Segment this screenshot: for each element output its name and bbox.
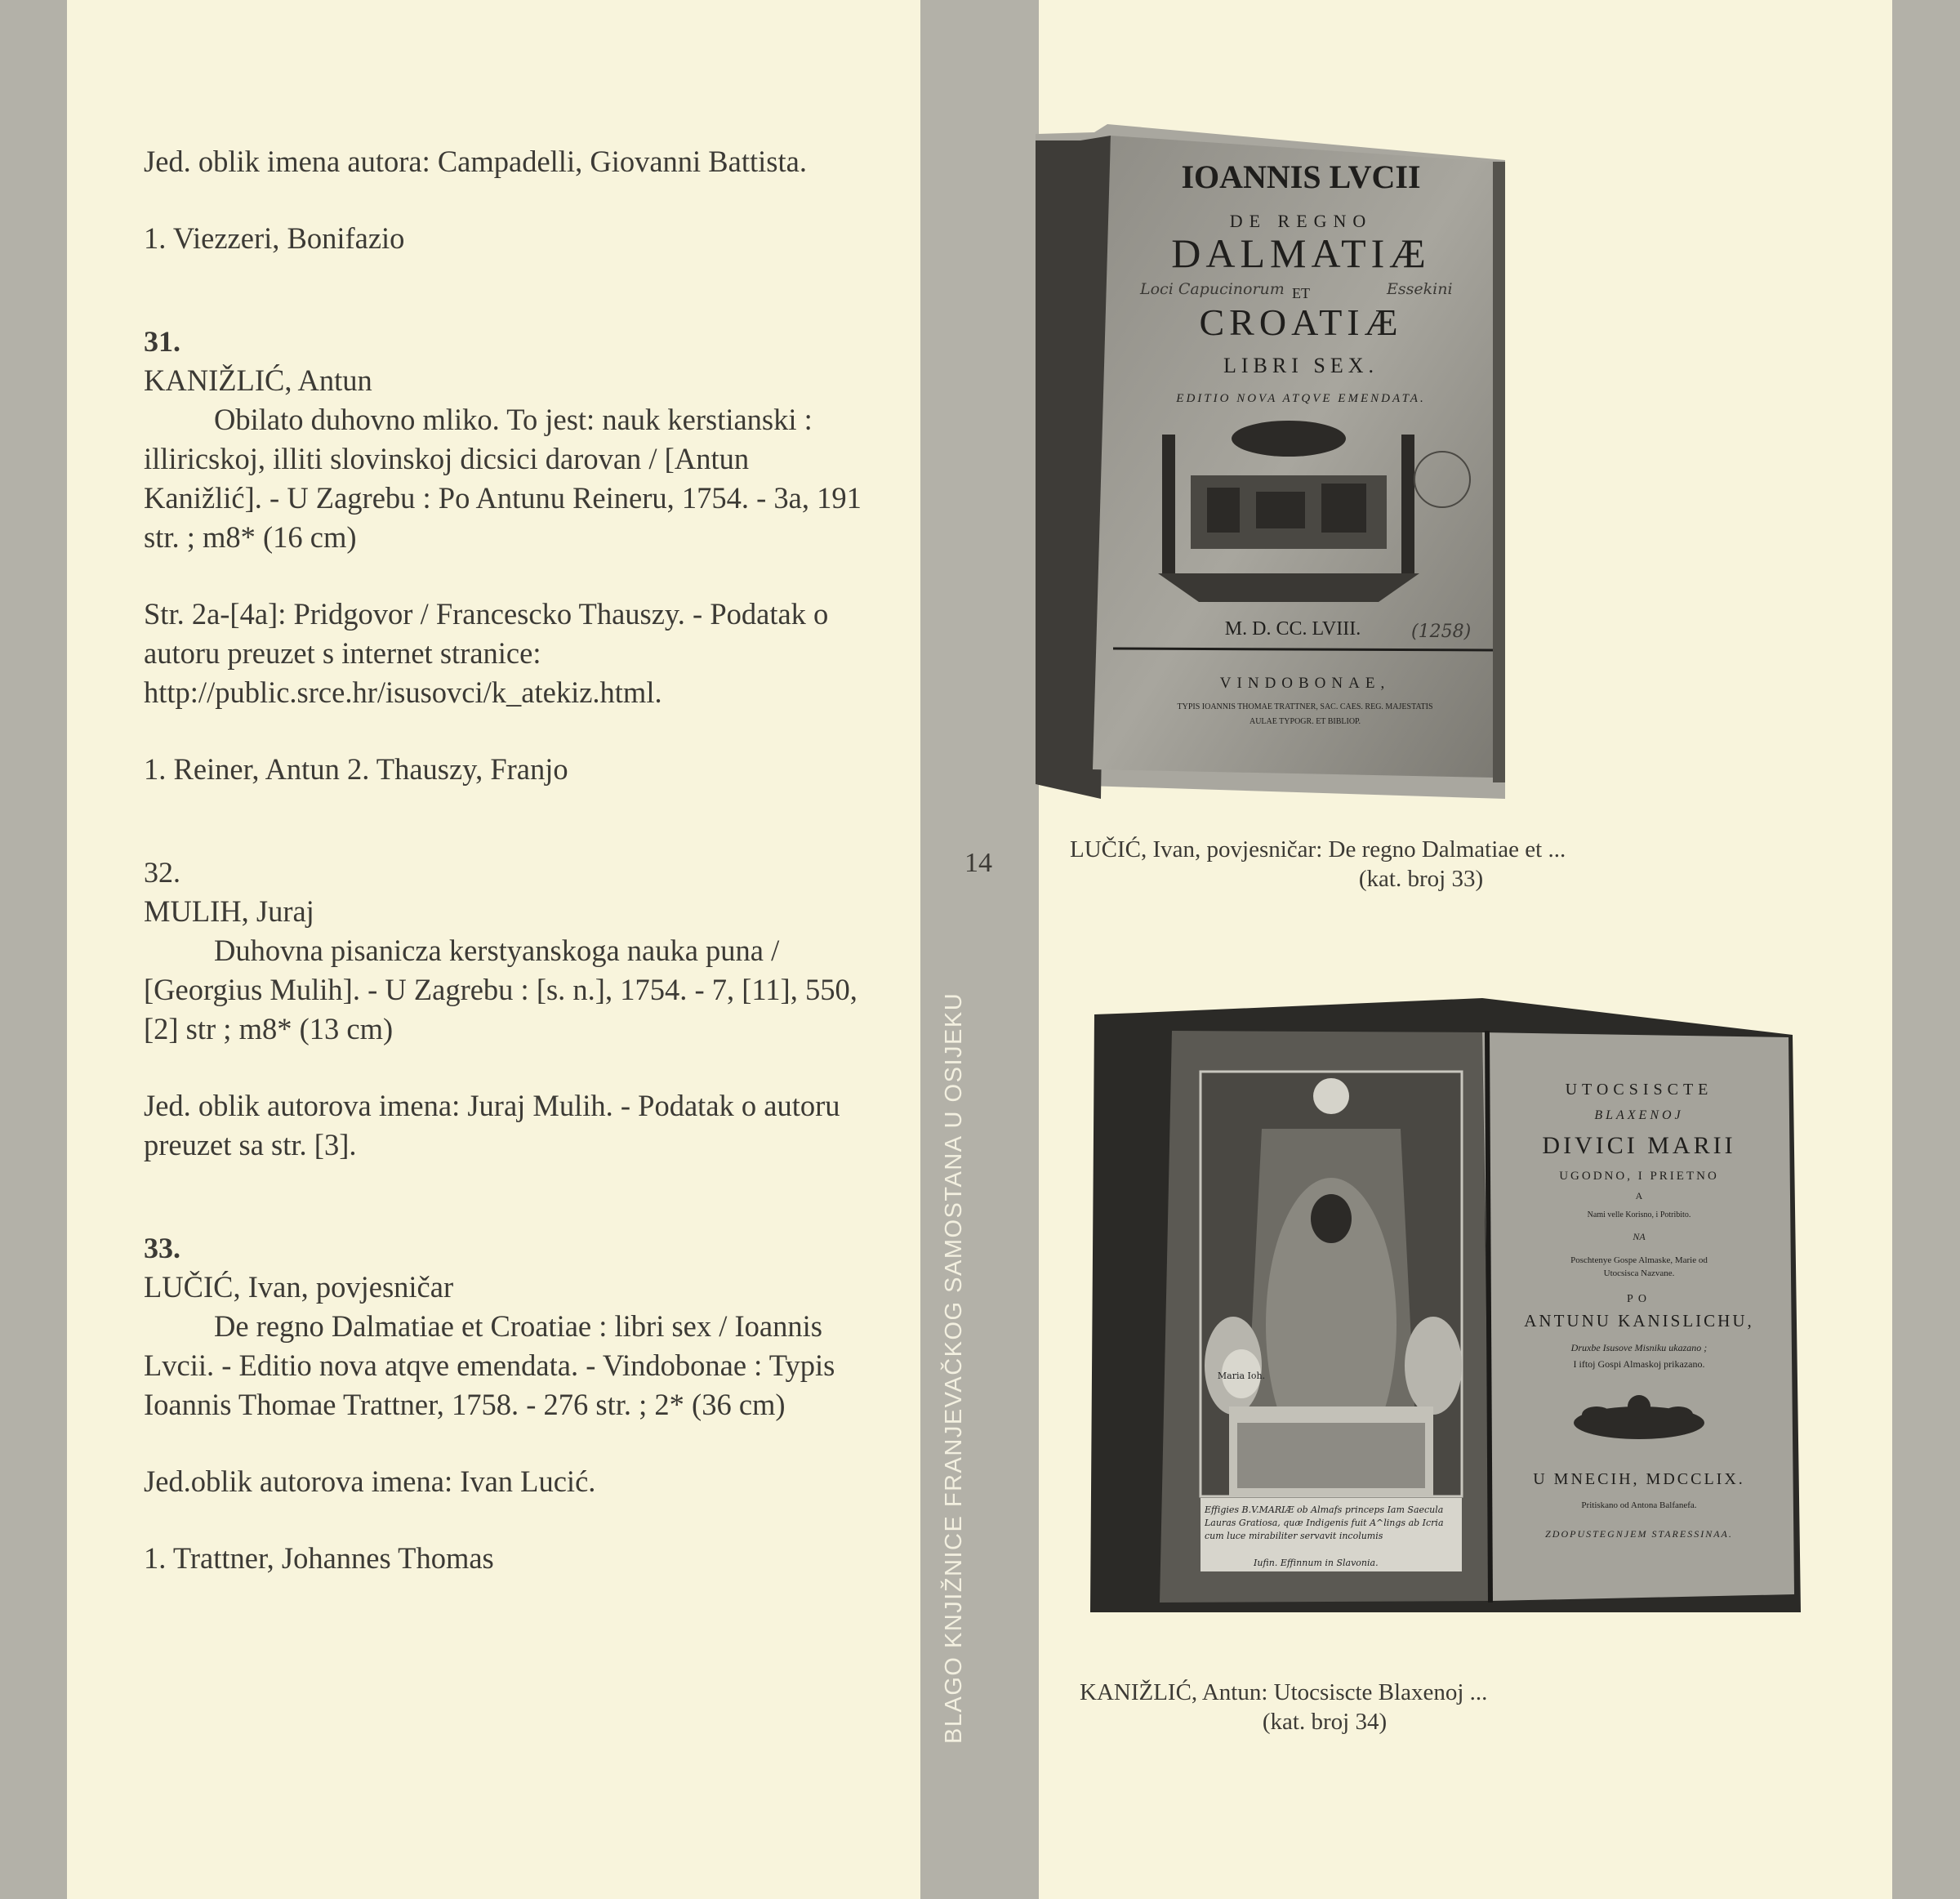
engraving-caption-line2: Lauras Gratiosa, quæ Indigenis fuit A^lings ab Icria [1205, 1518, 1444, 1528]
engraving-madonna [1200, 1072, 1462, 1571]
photo1-line-croatiae: CROATIÆ [1199, 301, 1403, 343]
photo1-line-libri: LIBRI SEX. [1223, 354, 1379, 377]
photo1-handwriting-number: (1258) [1411, 622, 1472, 642]
photo1-line-et: ET [1292, 285, 1310, 301]
catalog-entry-31 [144, 322, 862, 789]
photo2-line-iftoj: I iftoj Gospi Almaskoj prikazano. [1573, 1358, 1705, 1370]
caption-catalog-number: (kat. broj 34) [1262, 1709, 1388, 1735]
photo2-line-divici: DIVICI MARII [1542, 1132, 1736, 1159]
catalog-entry-32 [144, 853, 862, 1165]
intro-added-entry: 1. Viezzeri, Bonifazio [144, 221, 405, 255]
entry-note: Jed.oblik autorova imena: Ivan Lucić. [144, 1464, 596, 1498]
page-number: 14 [964, 848, 992, 878]
photo2-line-utocsiscte: UTOCSISCTE [1565, 1081, 1713, 1099]
entry-added: 1. Trattner, Johannes Thomas [144, 1541, 494, 1575]
photo2-line-na: NA [1633, 1231, 1646, 1242]
photo1-line-de-regno: DE REGNO [1229, 211, 1373, 231]
photo2-line-antunu: ANTUNU KANISLICHU, [1524, 1311, 1754, 1331]
caption-catalog-number: (kat. broj 33) [1358, 866, 1484, 892]
entry-added: 1. Reiner, Antun 2. Thauszy, Franjo [144, 752, 568, 786]
entry-heading: KANIŽLIĆ, Antun [144, 363, 372, 397]
photo1-line-vindobonae: VINDOBONAE, [1219, 675, 1391, 692]
photo-lucic-svg [1036, 124, 1505, 799]
entry-number: 31. [144, 325, 180, 358]
photo2-line-ugodno: UGODNO, I PRIETNO [1559, 1170, 1719, 1183]
caption-photo-kanizlic [1080, 1678, 1570, 1736]
entry-note: Str. 2a-[4a]: Pridgovor / Francescko Thauszy. - Podatak o autoru preuzet s internet stranice: http://public.srce.hr/isusovci/k_atekiz.html. [144, 597, 829, 709]
photo-kanizlic-svg [1090, 998, 1801, 1612]
photo2-line-umnecih: U MNECIH, MDCCLIX. [1533, 1470, 1745, 1488]
photo2-line-po: PO [1627, 1293, 1651, 1305]
entry-heading: LUČIĆ, Ivan, povjesničar [144, 1270, 454, 1304]
caption-title: KANIŽLIĆ, Antun: Utocsiscte Blaxenoj ... [1080, 1679, 1488, 1705]
photo1-line-author: IOANNIS LVCII [1181, 158, 1421, 195]
photo-kanizlic-open-book [1090, 998, 1801, 1612]
photo2-line-nami: Nami velle Korisno, i Potribito. [1587, 1210, 1691, 1219]
photo2-line-poschtenye: Poschtenye Gospe Almaske, Marie od [1570, 1255, 1708, 1265]
left-margin-band [0, 0, 67, 1899]
photo2-line-blaxenoj: BLAXENOJ [1594, 1108, 1684, 1122]
entry-number: 33. [144, 1232, 180, 1264]
entry-number: 32. [144, 856, 180, 889]
entry-description: De regno Dalmatiae et Croatiae : libri sex / Ioannis Lvcii. - Editio nova atqve emendata. - Vindobonae : Typis Ioannis Thomae Trattner, 1758. - 276 str. ; 2* (36 cm) [144, 1309, 835, 1421]
photo2-line-utocsisca: Utocsisca Nazvane. [1603, 1268, 1675, 1278]
caption-photo-lucic [1070, 835, 1923, 894]
photo1-line-dalmatiae: DALMATIÆ [1171, 230, 1431, 276]
photo2-line-zdopustegnjem: ZDOPUSTEGNJEM STARESSINAA. [1545, 1528, 1733, 1540]
photo1-handwriting-provenance: Loci Capucinorum [1140, 280, 1285, 298]
engraving-caption-line4: Iufin. Effinnum in Slavonia. [1254, 1558, 1379, 1568]
photo2-line-pritiskano: Pritiskano od Antona Balfanefa. [1581, 1500, 1697, 1510]
engraving-caption-line3: cum luce mirabiliter servavit incolumis [1205, 1531, 1383, 1541]
engraving-shield-text: Maria Ioh. [1217, 1371, 1266, 1381]
entry-description: Obilato duhovno mliko. To jest: nauk kerstianski : illiricskoj, illiti slovinskoj dicsici darovan / [Antun Kanižlić]. - U Zagrebu : Po Antunu Reineru, 1754. - 3a, 191 str. ; m8* (16 cm) [144, 403, 862, 554]
photo2-line-druxbe: Druxbe Isusove Misniku ukazano ; [1570, 1342, 1708, 1353]
catalog-text [144, 142, 862, 1616]
entry-heading: MULIH, Juraj [144, 894, 314, 928]
intro-author-form: Jed. oblik imena autora: Campadelli, Giovanni Battista. [144, 145, 807, 178]
photo1-line-date: M. D. CC. LVIII. [1224, 618, 1361, 640]
caption-title: LUČIĆ, Ivan, povjesničar: De regno Dalmatiae et ... [1070, 836, 1566, 863]
engraving-caption-line1: Effigies B.V.MARIÆ ob Almafs princeps Iam Saecula [1205, 1504, 1444, 1515]
entry-description: Duhovna pisanicza kerstyanskoga nauka puna / [Georgius Mulih]. - U Zagrebu : [s. n.], 1754. - 7, [11], 550, [2] str ; m8* (13 cm) [144, 934, 858, 1045]
photo1-line-typis: TYPIS IOANNIS THOMAE TRATTNER, SAC. CAES. REG. MAJESTATIS [1177, 702, 1433, 711]
photo1-line-aulae: AULAE TYPOGR. ET BIBLIOP. [1249, 717, 1361, 726]
entry-note: Jed. oblik autorova imena: Juraj Mulih. - Podatak o autoru preuzet sa str. [3]. [144, 1089, 840, 1161]
photo-lucic-title-page [1036, 124, 1505, 799]
spine-title: BLAGO KNJIŽNICE FRANJEVAČKOG SAMOSTANA U OSIJEKU [941, 992, 967, 1744]
photo1-line-editio: EDITIO NOVA ATQVE EMENDATA. [1176, 392, 1426, 405]
photo2-line-a: A [1635, 1190, 1643, 1201]
spine-band [920, 0, 1039, 1899]
photo1-handwriting-place: Essekini [1387, 280, 1453, 298]
rule-line [1113, 649, 1493, 650]
catalog-entry-33 [144, 1228, 862, 1578]
